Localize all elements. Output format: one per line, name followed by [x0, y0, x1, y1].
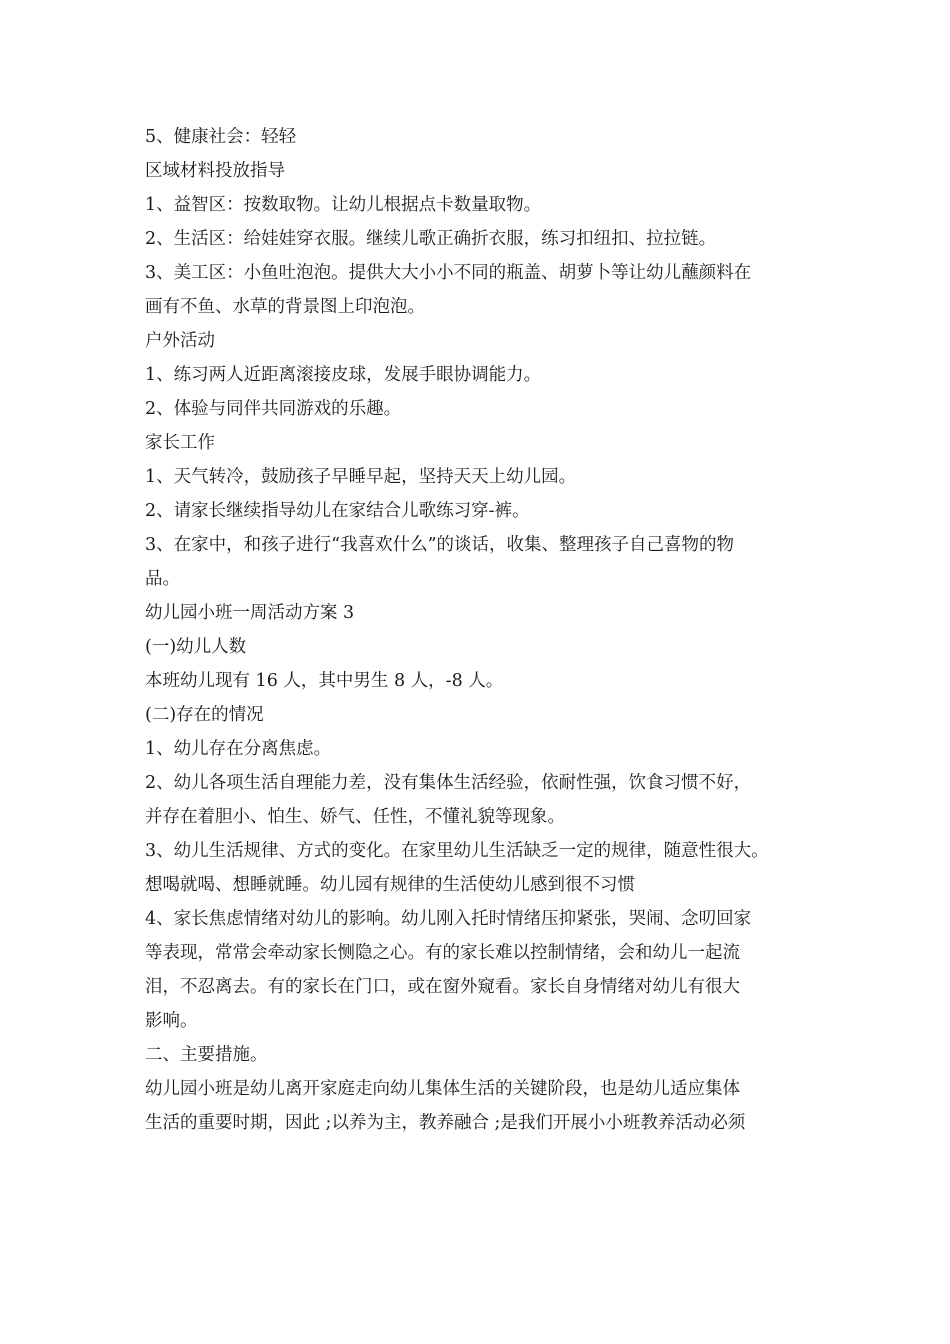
text-line: 等表现，常常会牵动家长恻隐之心。有的家长难以控制情绪，会和幼儿一起流	[145, 943, 740, 963]
text-line: 4、家长焦虑情绪对幼儿的影响。幼儿刚入托时情绪压抑紧张，哭闹、念叨回家	[145, 909, 752, 929]
section-heading: 户外活动	[145, 331, 215, 351]
section-heading: 二、主要措施。	[145, 1045, 268, 1065]
text-line: 1、练习两人近距离滚接皮球，发展手眼协调能力。	[145, 365, 542, 385]
text-line: 并存在着胆小、怕生、娇气、任性，不懂礼貌等现象。	[145, 807, 565, 827]
text-line: 3、美工区：小鱼吐泡泡。提供大大小小不同的瓶盖、胡萝卜等让幼儿蘸颜料在	[145, 263, 752, 283]
text-line: 本班幼儿现有 16 人，其中男生 8 人，-8 人。	[145, 671, 504, 691]
document-body	[145, 120, 825, 1140]
text-line: 1、天气转冷，鼓励孩子早睡早起，坚持天天上幼儿园。	[145, 467, 577, 487]
text-line: 想喝就喝、想睡就睡。幼儿园有规律的生活使幼儿感到很不习惯	[145, 875, 635, 895]
text-line: 影响。	[145, 1011, 198, 1031]
text-line: 画有不鱼、水草的背景图上印泡泡。	[145, 297, 425, 317]
text-line: 1、幼儿存在分离焦虑。	[145, 739, 332, 759]
text-line: 1、益智区：按数取物。让幼儿根据点卡数量取物。	[145, 195, 542, 215]
text-line: 2、生活区：给娃娃穿衣服。继续儿歌正确折衣服，练习扣纽扣、拉拉链。	[145, 229, 717, 249]
document-title: 幼儿园小班一周活动方案 3	[145, 603, 355, 623]
text-line: 生活的重要时期，因此 ;以养为主，教养融合 ;是我们开展小小班教养活动必须	[145, 1113, 746, 1133]
section-heading: 区域材料投放指导	[145, 161, 285, 181]
text-line: 3、在家中，和孩子进行“我喜欢什么”的谈话，收集、整理孩子自己喜物的物	[145, 535, 735, 555]
text-line: 2、请家长继续指导幼儿在家结合儿歌练习穿-裤。	[145, 501, 530, 521]
section-heading: (一)幼儿人数	[145, 637, 247, 657]
text-line: 5、健康社会：轻轻	[145, 127, 297, 147]
text-line: 2、体验与同伴共同游戏的乐趣。	[145, 399, 402, 419]
text-line: 3、幼儿生活规律、方式的变化。在家里幼儿生活缺乏一定的规律，随意性很大。	[145, 841, 769, 861]
section-heading: 家长工作	[145, 433, 215, 453]
text-line: 2、幼儿各项生活自理能力差，没有集体生活经验，依耐性强，饮食习惯不好，	[145, 773, 752, 793]
section-heading: (二)存在的情况	[145, 705, 264, 725]
text-line: 幼儿园小班是幼儿离开家庭走向幼儿集体生活的关键阶段，也是幼儿适应集体	[145, 1079, 740, 1099]
text-line: 泪，不忍离去。有的家长在门口，或在窗外窥看。家长自身情绪对幼儿有很大	[145, 977, 740, 997]
text-line: 品。	[145, 569, 180, 589]
